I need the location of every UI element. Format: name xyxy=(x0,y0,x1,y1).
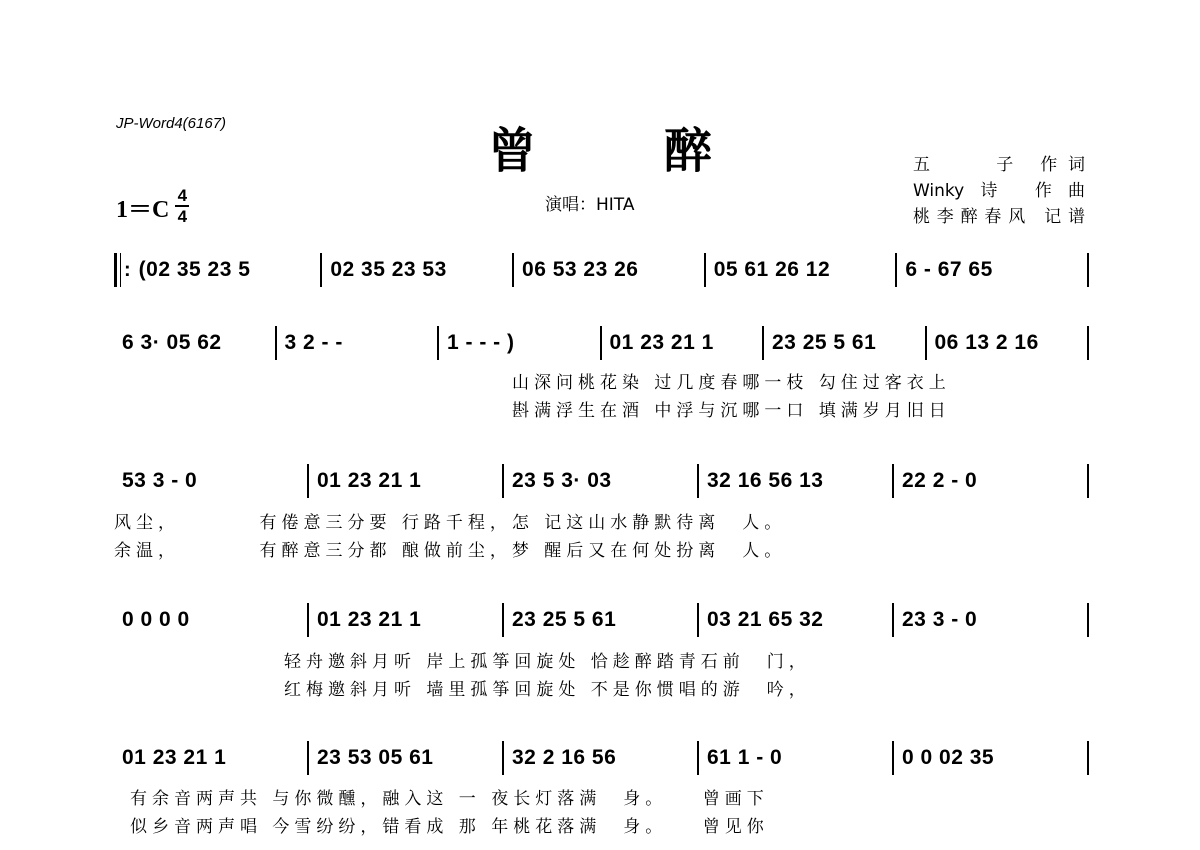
measure: 01 23 21 1 xyxy=(317,608,422,631)
staff-line-4 xyxy=(114,600,1089,640)
lyric-verse-2: 似乡音两声唱 今雪纷纷，错看成 那 年桃花落满 身。 曾见你 xyxy=(130,817,769,837)
staff-line-3 xyxy=(114,461,1089,501)
measure: 23 5 3· 03 xyxy=(512,469,612,492)
lyric-verse-1: 有余音两声共 与你微醺，融入这 一 夜长灯落满 身。 曾画下 xyxy=(130,789,769,809)
lyric-verse-2: 红梅邀斜月听 墙里孤筝回旋处 不是你惯唱的游 吟， xyxy=(284,680,811,700)
credit-transcriber: 桃李醉春风 记谱 xyxy=(913,207,1085,227)
measure: 03 21 65 32 xyxy=(707,608,824,631)
measure: 53 3 - 0 xyxy=(122,469,198,492)
measure: 01 23 21 1 xyxy=(609,331,714,354)
measure: (02 35 23 5 xyxy=(138,258,251,281)
measure: 0 0 0 0 xyxy=(122,608,190,631)
measure: 23 25 5 61 xyxy=(512,608,617,631)
measure: 1 - - - ) xyxy=(447,331,515,354)
measure: 23 53 05 61 xyxy=(317,746,434,769)
measure: 23 3 - 0 xyxy=(902,608,978,631)
measure: 0 0 02 35 xyxy=(902,746,995,769)
measure: 06 53 23 26 xyxy=(522,258,639,281)
repeat-start: : xyxy=(114,253,131,287)
measure: 01 23 21 1 xyxy=(317,469,422,492)
measure: 6 3· 05 62 xyxy=(122,331,222,354)
lyric-verse-2: 余温， 有醉意三分都 酿做前尘，梦 醒后又在何处扮离 人。 xyxy=(114,541,787,561)
measure: 61 1 - 0 xyxy=(707,746,783,769)
lyric-verse-1: 轻舟邀斜月听 岸上孤筝回旋处 恰趁醉踏青石前 门， xyxy=(284,652,811,672)
measure: 3 2 - - xyxy=(284,331,343,354)
measure: 01 23 21 1 xyxy=(122,746,227,769)
time-top: 4 xyxy=(177,186,188,205)
measure: 05 61 26 12 xyxy=(713,258,831,281)
title-char-1: 曾 xyxy=(487,123,536,179)
staff-line-2 xyxy=(114,323,1089,363)
time-bottom: 4 xyxy=(177,207,188,226)
lyric-verse-1: 山深问桃花染 过几度春哪一枝 勾住过客衣上 xyxy=(512,373,951,393)
credit-composer: Winky诗 作曲 xyxy=(913,181,1085,201)
staff-line-5 xyxy=(114,738,1089,778)
measure: 06 13 2 16 xyxy=(934,331,1039,354)
credit-lyricist: 五 子 作词 xyxy=(913,155,1085,175)
measure: 23 25 5 61 xyxy=(772,331,877,354)
software-label: JP-Word4(6167) xyxy=(116,115,227,132)
key-label: 1＝C xyxy=(116,196,170,223)
lyric-verse-1: 风尘， 有倦意三分要 行路千程，怎 记这山水静默待离 人。 xyxy=(114,513,787,533)
lyric-verse-2: 斟满浮生在酒 中浮与沉哪一口 填满岁月旧日 xyxy=(512,401,951,421)
measure: 32 2 16 56 xyxy=(512,746,617,769)
time-signature xyxy=(175,187,189,225)
measure: 32 16 56 13 xyxy=(707,469,824,492)
key-signature xyxy=(116,187,189,225)
staff-line-1 xyxy=(114,250,1089,290)
singer: 演唱：HITA xyxy=(545,195,635,215)
measure: 6 - 67 65 xyxy=(905,258,993,281)
title-char-2: 醉 xyxy=(664,123,713,179)
measure: 22 2 - 0 xyxy=(902,469,978,492)
measure: 02 35 23 53 xyxy=(330,258,447,281)
